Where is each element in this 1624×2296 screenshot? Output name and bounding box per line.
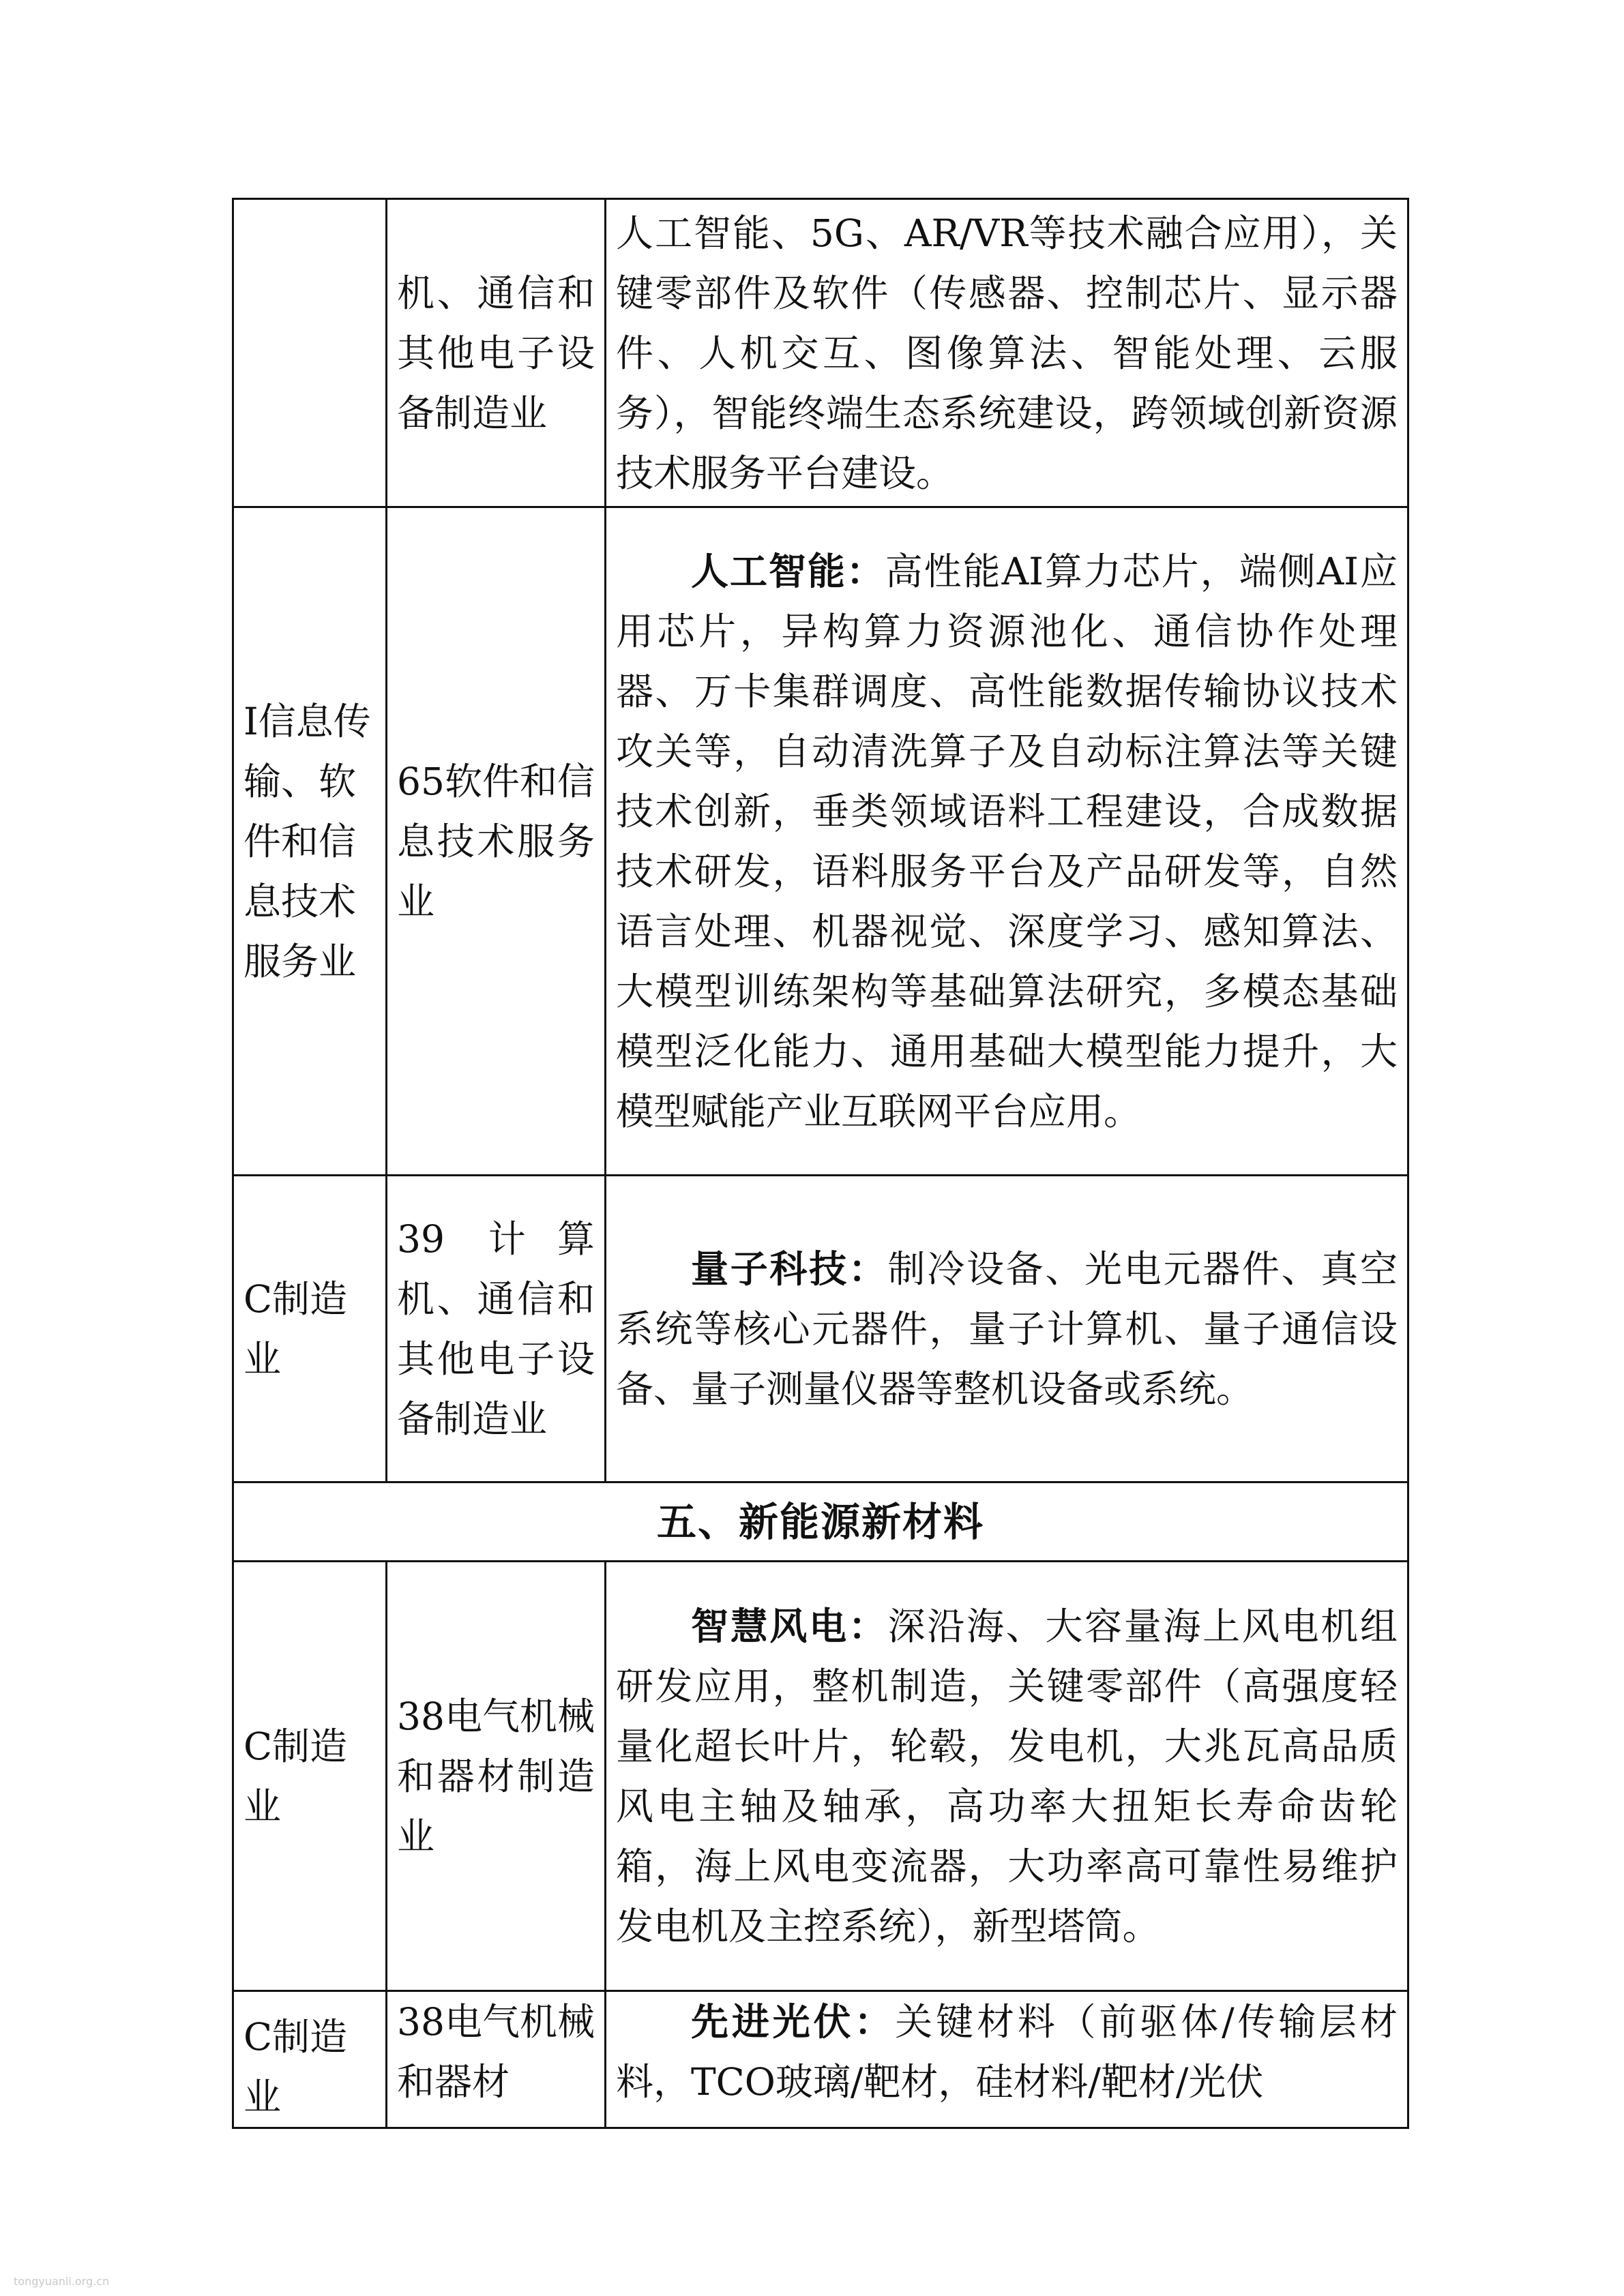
content-text: 高性能AI算力芯片，端侧AI应用芯片，异构算力资源池化、通信协作处理器、万卡集群调度、高性能数据传输协议技术攻关等，自动清洗算子及自动标注算法等关键技术创新，垂类领域语料工程建设，合成数据技术研发，语料服务平台及产品研发等，自然语言处理、机器视觉、深度学习、感知算法、大模型训练架构等基础算法研究，多模态基础模型泛化能力、通用基础大模型能力提升，大模型赋能产业互联网平台应用。 [616, 549, 1398, 1133]
table-row [233, 1562, 1408, 1991]
category-cell: C制造业 [233, 1562, 387, 1991]
category-cell: I信息传输、软件和信息技术服务业 [233, 507, 387, 1176]
industry-cell: 65软件和信息技术服务业 [387, 507, 606, 1176]
industry-catalog-table [232, 198, 1409, 2129]
industry-cell: 机、通信和其他电子设备制造业 [387, 199, 606, 507]
category-cell: C制造业 [233, 1176, 387, 1482]
keyword-label: 智慧风电： [691, 1603, 888, 1648]
table-row [233, 199, 1408, 507]
watermark-text: tongyuanli.org.cn [14, 2275, 110, 2288]
content-text: 人工智能、5G、AR/VR等技术融合应用），关键零部件及软件（传感器、控制芯片、显示器件、人机交互、图像算法、智能处理、云服务），智能终端生态系统建设，跨领域创新资源技术服务平台建设。 [616, 211, 1398, 495]
keyword-label: 量子科技： [691, 1246, 888, 1291]
section-row [233, 1482, 1408, 1562]
content-text: 深沿海、大容量海上风电机组研发应用，整机制造，关键零部件（高强度轻量化超长叶片，轮毂，发电机，大兆瓦高品质风电主轴及轴承，高功率大扭矩长寿命齿轮箱，海上风电变流器，大功率高可靠性易维护发电机及主控系统），新型塔筒。 [616, 1604, 1398, 1948]
content-cell [606, 507, 1408, 1176]
category-cell: C制造业 [233, 1991, 387, 2128]
table-row [233, 1991, 1408, 2128]
content-cell [606, 1562, 1408, 1991]
content-cell [606, 1176, 1408, 1482]
industry-cell: 38电气机械和器材 [387, 1991, 606, 2128]
content-cell [606, 1991, 1408, 2128]
keyword-label: 先进光伏： [691, 1999, 896, 2044]
section-heading: 五、新能源新材料 [233, 1482, 1408, 1562]
content-cell [606, 199, 1408, 507]
table-row [233, 507, 1408, 1176]
industry-cell: 39 计算机、通信和其他电子设备制造业 [387, 1176, 606, 1482]
industry-cell: 38电气机械和器材制造业 [387, 1562, 606, 1991]
keyword-label: 人工智能： [691, 548, 885, 593]
category-cell [233, 199, 387, 507]
content-text: 关键材料（前驱体/传输层材料，TCO玻璃/靶材，硅材料/靶材/光伏 [616, 2000, 1398, 2104]
table-row [233, 1176, 1408, 1482]
content-text: 制冷设备、光电元器件、真空系统等核心元器件，量子计算机、量子通信设备、量子测量仪器等整机设备或系统。 [616, 1247, 1398, 1411]
